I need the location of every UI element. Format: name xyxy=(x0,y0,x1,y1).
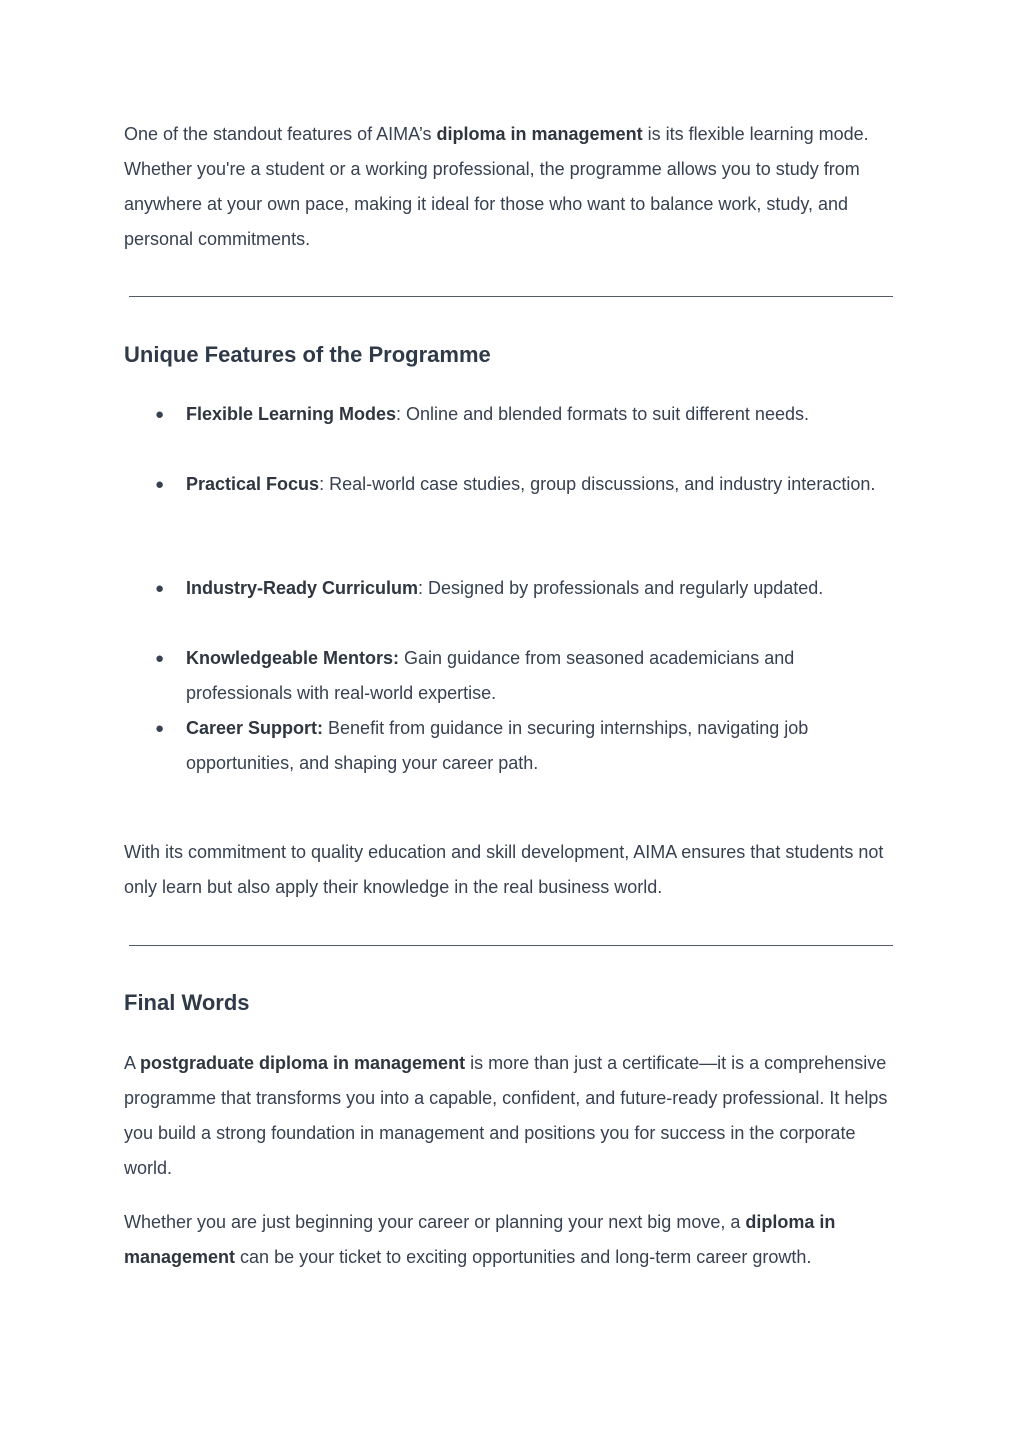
list-item xyxy=(124,641,899,711)
final-p1-keyword: postgraduate diploma in management xyxy=(140,1053,466,1073)
final-paragraph-2 xyxy=(124,1205,899,1275)
intro-text-post: is its flexible learning mode. Whether you're a student or a working professional, the programme allows you to study from anywhere at your own pace, making it ideal for those who want to balance work, study, and personal commitments. xyxy=(124,124,869,249)
bullet-icon: ● xyxy=(155,650,165,667)
feature-label: Industry-Ready Curriculum xyxy=(186,578,419,598)
features-list xyxy=(124,641,899,781)
feature-text: Benefit from guidance in securing internships, navigating job opportunities, and shaping your career path. xyxy=(186,718,809,773)
feature-label: Career Support: xyxy=(186,718,324,738)
divider-2 xyxy=(129,945,893,946)
final-paragraph-1 xyxy=(124,1046,899,1186)
divider-1 xyxy=(129,296,893,297)
features-list xyxy=(124,571,899,606)
bullet-icon: ● xyxy=(155,476,165,493)
bullet-icon: ● xyxy=(155,580,165,597)
final-p2-pre: Whether you are just beginning your career or planning your next big move, a xyxy=(124,1212,746,1232)
list-item xyxy=(124,571,899,606)
features-closing-paragraph: With its commitment to quality education and skill development, AIMA ensures that students not only learn but also apply their knowledge in the real business world. xyxy=(124,842,884,897)
intro-paragraph xyxy=(124,117,899,257)
final-p2-post: can be your ticket to exciting opportunities and long-term career growth. xyxy=(235,1247,812,1267)
features-list xyxy=(124,397,899,432)
final-p1-pre: A xyxy=(124,1053,141,1073)
feature-text: Gain guidance from seasoned academicians and professionals with real-world expertise. xyxy=(186,648,795,703)
features-list xyxy=(124,467,899,502)
bullet-icon: ● xyxy=(155,406,165,423)
feature-text: : Real-world case studies, group discussions, and industry interaction. xyxy=(319,474,876,494)
feature-text: : Designed by professionals and regularly updated. xyxy=(418,578,824,598)
features-heading: Unique Features of the Programme xyxy=(124,342,491,367)
intro-keyword: diploma in management xyxy=(436,124,643,144)
bullet-icon: ● xyxy=(155,720,165,737)
final-p2-keyword: diploma in management xyxy=(124,1212,836,1267)
final-p1-post: is more than just a certificate—it is a comprehensive programme that transforms you into a capable, confident, and future-ready professional. It helps you build a strong foundation in management and positions you for success in the corporate world. xyxy=(124,1053,888,1178)
feature-text: : Online and blended formats to suit different needs. xyxy=(396,404,809,424)
feature-label: Knowledgeable Mentors: xyxy=(186,648,400,668)
list-item xyxy=(124,711,899,781)
feature-label: Practical Focus xyxy=(186,474,320,494)
list-item xyxy=(124,467,899,502)
intro-text-pre: One of the standout features of AIMA’s xyxy=(124,124,437,144)
list-item xyxy=(124,397,899,432)
feature-label: Flexible Learning Modes xyxy=(186,404,397,424)
final-heading: Final Words xyxy=(124,990,250,1015)
